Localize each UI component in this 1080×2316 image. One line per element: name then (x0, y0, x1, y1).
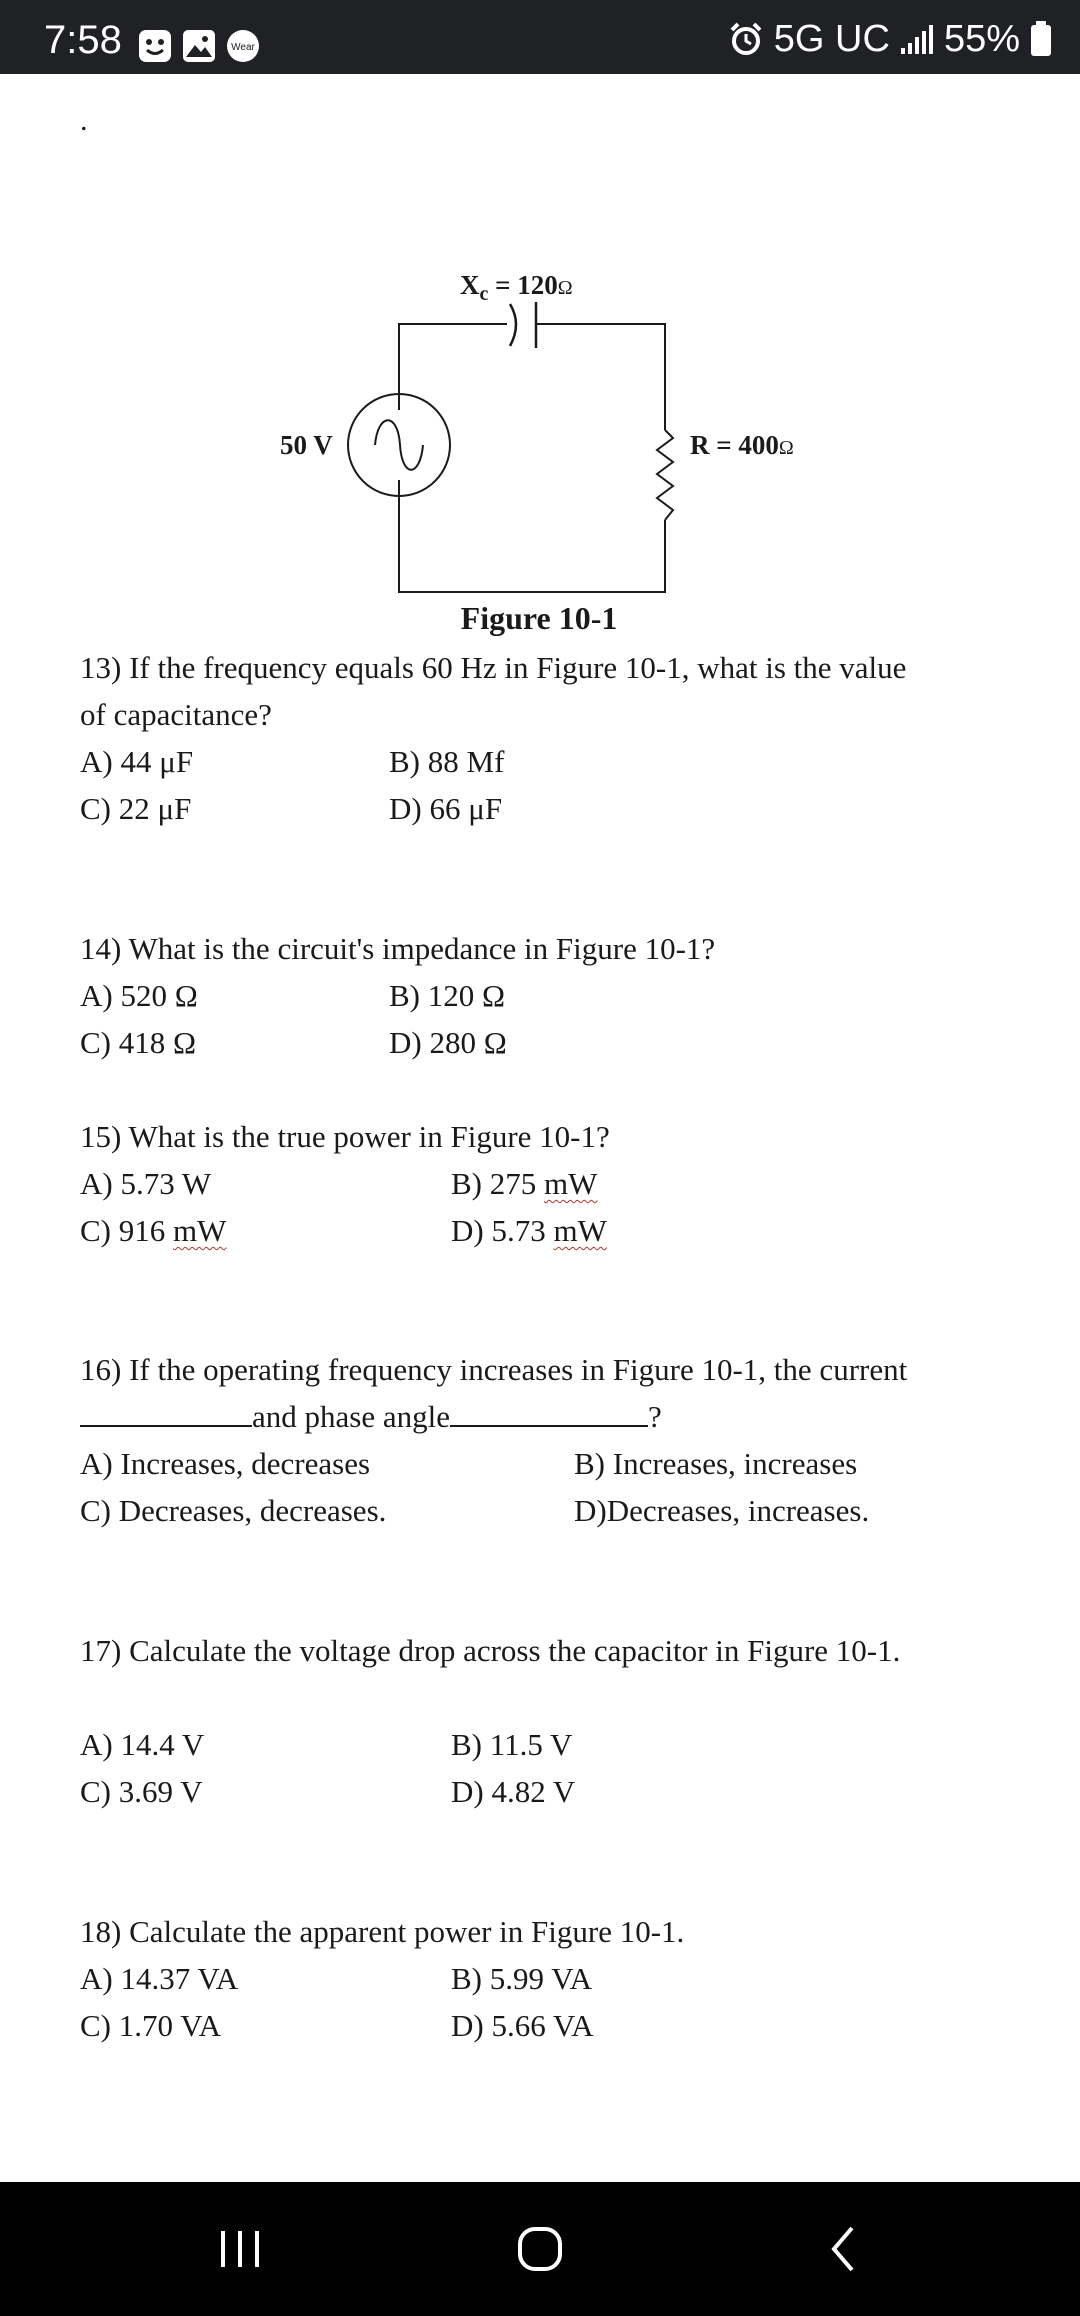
option-b: B) Increases, increases (574, 1446, 858, 1481)
option-c: C) 418 Ω (80, 1025, 197, 1060)
option-b: B) 88 Mf (389, 744, 505, 779)
recent-apps-icon (215, 2227, 265, 2271)
option-d: D) 66 μF (389, 791, 503, 826)
option-a: A) 520 Ω (80, 978, 198, 1013)
stray-dot: . (80, 104, 88, 137)
option-d: D) 5.73 mW (451, 1213, 607, 1248)
question-text: 13) If the frequency equals 60 Hz in Figure 10-1, what is the value (80, 650, 907, 685)
question-text: 18) Calculate the apparent power in Figure 10-1. (80, 1914, 685, 1949)
option-c: C) 3.69 V (80, 1774, 203, 1809)
battery-icon (1030, 21, 1052, 57)
option-c: C) 916 mW (80, 1213, 227, 1248)
sine-wave-icon (375, 420, 423, 470)
question-text: 17) Calculate the voltage drop across the capacitor in Figure 10-1. (80, 1633, 901, 1668)
home-button[interactable] (500, 2212, 580, 2286)
resistor-label: R = 400Ω (690, 430, 794, 460)
question-text: 16) If the operating frequency increases in Figure 10-1, the current (80, 1352, 908, 1387)
status-bar (0, 0, 1080, 74)
circuit-figure (260, 204, 840, 674)
back-button[interactable] (804, 2212, 884, 2286)
question-15 (80, 1113, 1040, 1254)
unit-misspelling-underline: mW (173, 1213, 227, 1248)
option-d: D) 280 Ω (389, 1025, 507, 1060)
unit-misspelling-underline: mW (553, 1213, 607, 1248)
option-b: B) 120 Ω (389, 978, 506, 1013)
question-16 (80, 1346, 1040, 1534)
figure-caption: Figure 10-1 (460, 600, 618, 636)
alarm-icon (728, 21, 764, 57)
option-b: B) 5.99 VA (451, 1961, 592, 1996)
status-right (728, 20, 1052, 58)
option-d: D)Decreases, increases. (574, 1493, 870, 1528)
back-icon (824, 2224, 864, 2274)
question-text-line-2: and phase angle ? (80, 1393, 1040, 1440)
navigation-bar (0, 2182, 1080, 2316)
option-c: C) 22 μF (80, 791, 192, 826)
option-d: D) 5.66 VA (451, 2008, 594, 2043)
option-a: A) 14.4 V (80, 1727, 205, 1762)
question-text: 15) What is the true power in Figure 10-1? (80, 1119, 610, 1154)
battery-percent: 55% (943, 18, 1020, 60)
option-b: B) 11.5 V (451, 1727, 573, 1762)
capacitor-plate (510, 304, 516, 346)
gallery-icon (182, 29, 216, 63)
capacitor-label: $X_c = 120\Omega$ (460, 270, 573, 305)
svg-text:Wear: Wear (231, 42, 255, 53)
option-d: D) 4.82 V (451, 1774, 576, 1809)
circuit-wire (399, 480, 665, 592)
question-17 (80, 1627, 1040, 1815)
option-c: C) Decreases, decreases. (80, 1493, 387, 1528)
document-view[interactable] (0, 74, 1080, 2182)
option-a: A) 14.37 VA (80, 1961, 239, 1996)
option-a: A) 5.73 W (80, 1166, 212, 1201)
option-a: A) Increases, decreases (80, 1446, 371, 1481)
face-icon (138, 29, 172, 63)
recent-apps-button[interactable] (200, 2212, 280, 2286)
status-time: 7:58 (44, 18, 122, 62)
question-18 (80, 1908, 1040, 2049)
wear-icon (226, 29, 260, 63)
question-13 (80, 644, 1040, 832)
answer-blank (450, 1395, 648, 1427)
status-left-icons (138, 29, 260, 63)
circuit-wire (536, 324, 665, 430)
home-icon (515, 2224, 565, 2274)
network-type: 5G UC (773, 18, 890, 60)
signal-icon (900, 24, 934, 54)
source-label: 50 V (280, 430, 333, 460)
unit-misspelling-underline: mW (544, 1166, 598, 1201)
answer-blank (80, 1395, 252, 1427)
question-text: of capacitance? (80, 697, 272, 732)
option-c: C) 1.70 VA (80, 2008, 221, 2043)
resistor-zigzag (657, 430, 673, 520)
question-text: 14) What is the circuit's impedance in Figure 10-1? (80, 931, 716, 966)
option-a: A) 44 μF (80, 744, 194, 779)
option-b: B) 275 mW (451, 1166, 598, 1201)
question-14 (80, 925, 1040, 1066)
